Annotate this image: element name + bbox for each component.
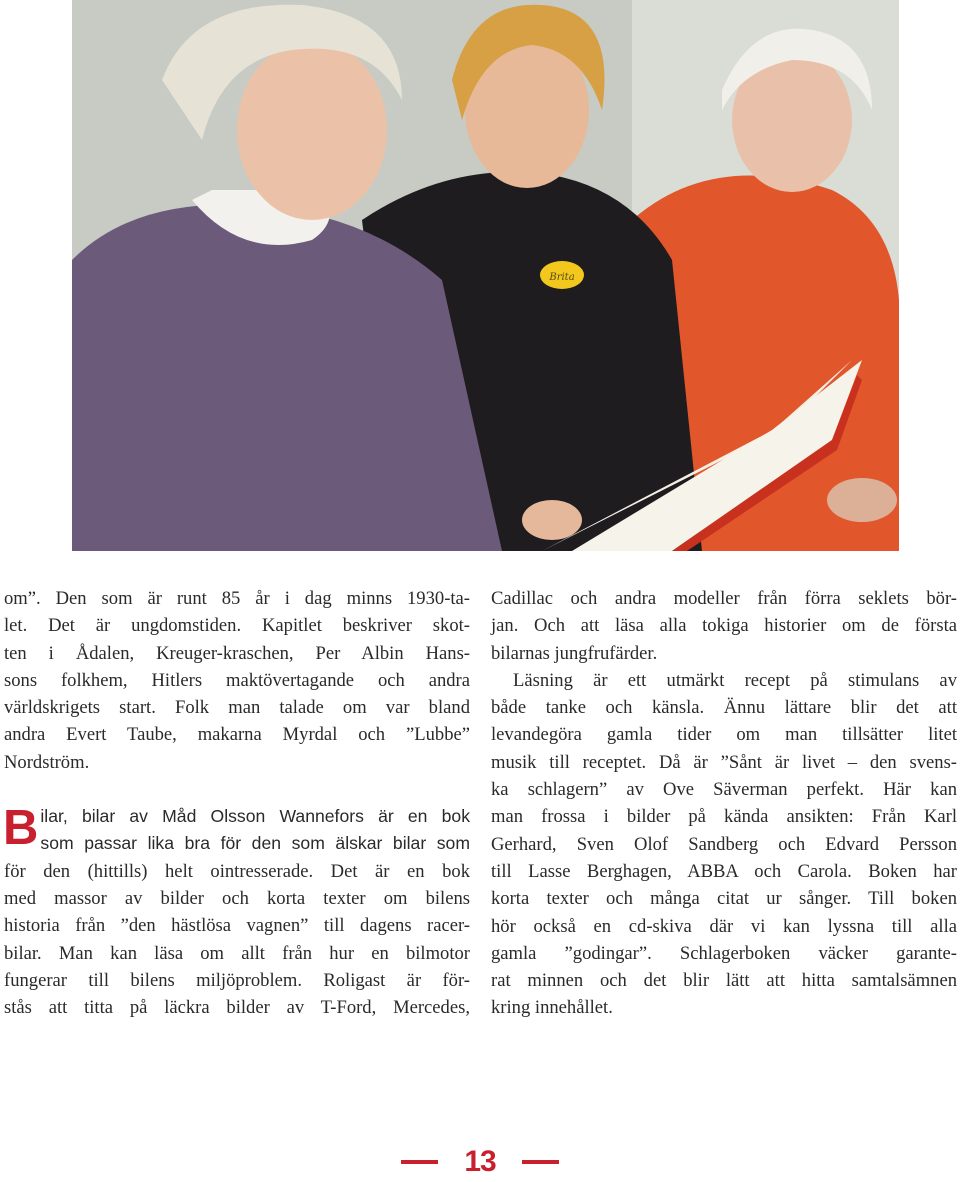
text-line: korta texter och många citat ur sånger. Till boken [491, 888, 957, 910]
text-line: bilar. Man kan läsa om allt från hur en bilmotor [4, 942, 470, 964]
text-line: Gerhard, Sven Olof Sandberg och Edvard Persson [491, 833, 957, 855]
right-column [491, 585, 957, 1022]
text-line: både tanke och känsla. Ännu lättare blir det att [491, 697, 957, 719]
text-line: ka schlagern” av Ove Säverman perfekt. Här kan [491, 779, 957, 801]
text-line: ilar, bilar av Måd Olsson Wannefors är en bok [40, 806, 470, 827]
intro-paragraph [4, 585, 470, 776]
text-line: jan. Och att läsa alla tokiga historier om de första [491, 615, 957, 637]
footer-rule-left [401, 1160, 438, 1164]
text-line: gamla ”godingar”. Schlagerboken väcker garante- [491, 942, 957, 964]
text-line: Cadillac och andra modeller från förra seklets bör- [491, 588, 957, 609]
left-column [4, 585, 470, 1021]
text-line: om”. Den som är runt 85 år i dag minns 1930-ta- [4, 588, 470, 609]
text-line: kring innehållet. [491, 997, 613, 1019]
text-line: som passar lika bra för den som älskar bilar som [40, 833, 470, 854]
text-line: andra Evert Taube, makarna Myrdal och ”Lubbe” [4, 724, 470, 746]
text-line: sons folkhem, Hitlers maktövertagande och andra [4, 669, 470, 691]
text-line: man frossa i bilder på kända ansikten: Från Karl [491, 806, 957, 828]
text-line: hör också en cd-skiva där vi kan lyssna till alla [491, 915, 957, 937]
badge-text: Brita [549, 272, 575, 283]
text-line: till Lasse Berghagen, ABBA och Carola. Boken har [491, 860, 957, 882]
music-paragraph [491, 667, 957, 1022]
cars-paragraph-continued [491, 585, 957, 667]
photo-illustration [72, 0, 899, 551]
text-line: världskrigets start. Folk man talade om var bland [4, 697, 470, 719]
page-number: 13 [464, 1145, 496, 1178]
text-line: rat minnen och det blir lätt att hitta samtalsämnen [491, 970, 957, 992]
text-line: Nordström. [4, 751, 90, 773]
footer-rule-right [522, 1160, 559, 1164]
page-footer [0, 1142, 960, 1182]
photo-three-women-reading [72, 0, 899, 551]
drop-cap: B [3, 801, 39, 856]
text-line: med massor av bilder och korta texter om bilens [4, 887, 470, 909]
text-line: ten i Ådalen, Kreuger-kraschen, Per Albin Hans- [4, 642, 470, 664]
cars-paragraph [4, 803, 470, 1021]
text-line: fungerar till bilens miljöproblem. Roligast är för- [4, 969, 470, 991]
text-line: levandegöra gamla tider om man tillsätter litet [491, 724, 957, 746]
text-line: för den (hittills) helt ointresserade. Det är en bok [4, 860, 470, 882]
text-line: historia från ”den hästlösa vagnen” till dagens racer- [4, 915, 470, 937]
text-line: musik till receptet. Då är ”Sånt är livet – den svens- [491, 751, 957, 773]
text-line: let. Det är ungdomstiden. Kapitlet beskriver skot- [4, 615, 470, 637]
text-line: bilarnas jungfrufärder. [491, 642, 658, 664]
text-line: stås att titta på läckra bilder av T-Ford, Mercedes, [4, 997, 470, 1019]
text-line: Läsning är ett utmärkt recept på stimulans av [513, 669, 957, 691]
